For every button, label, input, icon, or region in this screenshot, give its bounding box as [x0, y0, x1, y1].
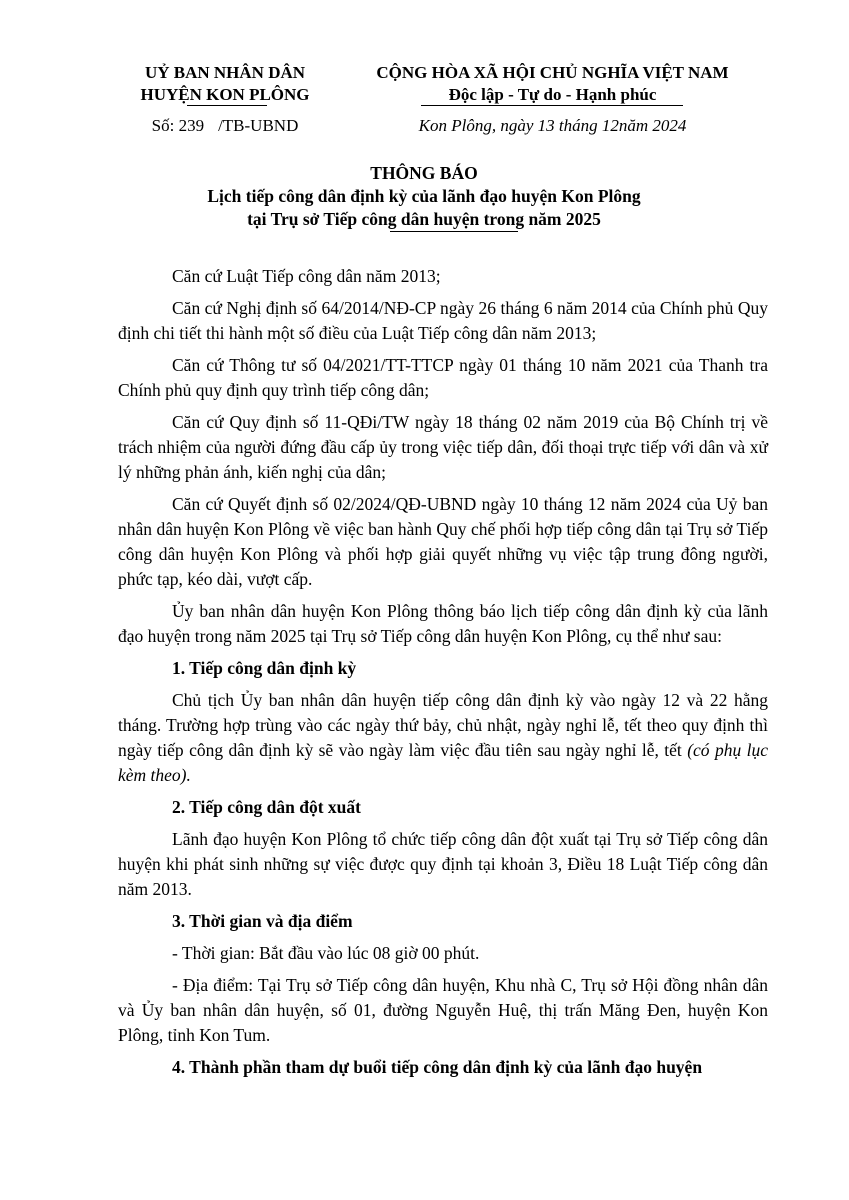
title-main: THÔNG BÁO: [370, 163, 478, 183]
section-3-place: - Địa điểm: Tại Trụ sở Tiếp công dân huyện, Khu nhà C, Trụ sở Hội đồng nhân dân và Ủy ban nhân dân huyện, số 01, đường Nguyễn Huệ, thị trấn Măng Đen, huyện Kon Plông, tỉnh Kon Tum.: [118, 975, 768, 1045]
section-3-heading: 3. Thời gian và địa điểm: [172, 911, 353, 931]
motto-underline: [421, 105, 683, 106]
document-number-prefix: Số: 239: [151, 116, 205, 135]
document-number: [110, 115, 340, 137]
section-1-appendix-note: (có phụ lục kèm theo).: [118, 740, 768, 785]
document-body: [118, 264, 768, 1087]
legal-basis-5: Căn cứ Quyết định số 02/2024/QĐ-UBND ngày 10 tháng 12 năm 2024 của Uỷ ban nhân dân huyện Kon Plông về việc ban hành Quy chế phối hợp tiếp công dân tại Trụ sở Tiếp công dân huyện Kon Plông và phối hợp giải quyết những vụ việc tập trung đông người, phức tạp, kéo dài, vượt cấp.: [118, 494, 768, 589]
title-underline: [390, 231, 518, 232]
section-3-time: - Thời gian: Bắt đầu vào lúc 08 giờ 00 phút.: [172, 943, 480, 963]
agency-line-1: UỶ BAN NHÂN DÂN: [144, 63, 306, 82]
section-2-text: Lãnh đạo huyện Kon Plông tổ chức tiếp công dân đột xuất tại Trụ sở Tiếp công dân huyện khi phát sinh những sự việc được quy định tại khoản 3, Điều 18 Luật Tiếp công dân năm 2013.: [118, 829, 768, 899]
legal-basis-3: Căn cứ Thông tư số 04/2021/TT-TTCP ngày 01 tháng 10 năm 2021 của Thanh tra Chính phủ quy định quy trình tiếp công dân;: [118, 355, 768, 400]
legal-basis-1: Căn cứ Luật Tiếp công dân năm 2013;: [172, 266, 441, 286]
agency-line-2: HUYỆN KON PLÔNG: [140, 85, 310, 104]
title-line-1: Lịch tiếp công dân định kỳ của lãnh đạo huyện Kon Plông: [207, 186, 641, 206]
national-name: CỘNG HÒA XÃ HỘI CHỦ NGHĨA VIỆT NAM: [376, 63, 729, 82]
place-date: Kon Plông, ngày 13 tháng 12năm 2024: [418, 116, 687, 135]
national-motto: Độc lập - Tự do - Hạnh phúc: [448, 85, 657, 104]
section-4-heading: 4. Thành phần tham dự buổi tiếp công dân định kỳ của lãnh đạo huyện: [172, 1057, 703, 1077]
document-number-suffix: /TB-UBND: [218, 116, 299, 135]
document-title: [100, 162, 748, 231]
legal-basis-2: Căn cứ Nghị định số 64/2014/NĐ-CP ngày 26 tháng 6 năm 2014 của Chính phủ Quy định chi tiết thi hành một số điều của Luật Tiếp công dân năm 2013;: [118, 298, 768, 343]
section-2-heading: 2. Tiếp công dân đột xuất: [172, 797, 361, 817]
section-1-heading: 1. Tiếp công dân định kỳ: [172, 658, 357, 678]
agency-underline: [187, 105, 267, 106]
section-1-text: [118, 688, 768, 788]
legal-basis-4: Căn cứ Quy định số 11-QĐi/TW ngày 18 tháng 02 năm 2019 của Bộ Chính trị về trách nhiệm của người đứng đầu cấp ủy trong việc tiếp dân, đối thoại trực tiếp với dân và xử lý những phản ánh, kiến nghị của dân;: [118, 412, 768, 482]
issuing-agency: [110, 62, 340, 106]
announcement-intro: Ủy ban nhân dân huyện Kon Plông thông báo lịch tiếp công dân định kỳ của lãnh đạo huyện trong năm 2025 tại Trụ sở Tiếp công dân huyện Kon Plông, cụ thể như sau:: [118, 601, 768, 646]
title-line-2: tại Trụ sở Tiếp công dân huyện trong năm 2025: [247, 209, 601, 229]
national-heading: [340, 62, 765, 106]
section-1-body: Chủ tịch Ủy ban nhân dân huyện tiếp công dân định kỳ vào ngày 12 và 22 hằng tháng. Trường hợp trùng vào các ngày thứ bảy, chủ nhật, ngày nghỉ lễ, tết theo quy định thì ngày tiếp công dân định kỳ sẽ vào ngày làm việc đầu tiên sau ngày nghỉ lễ, tết: [118, 690, 768, 760]
